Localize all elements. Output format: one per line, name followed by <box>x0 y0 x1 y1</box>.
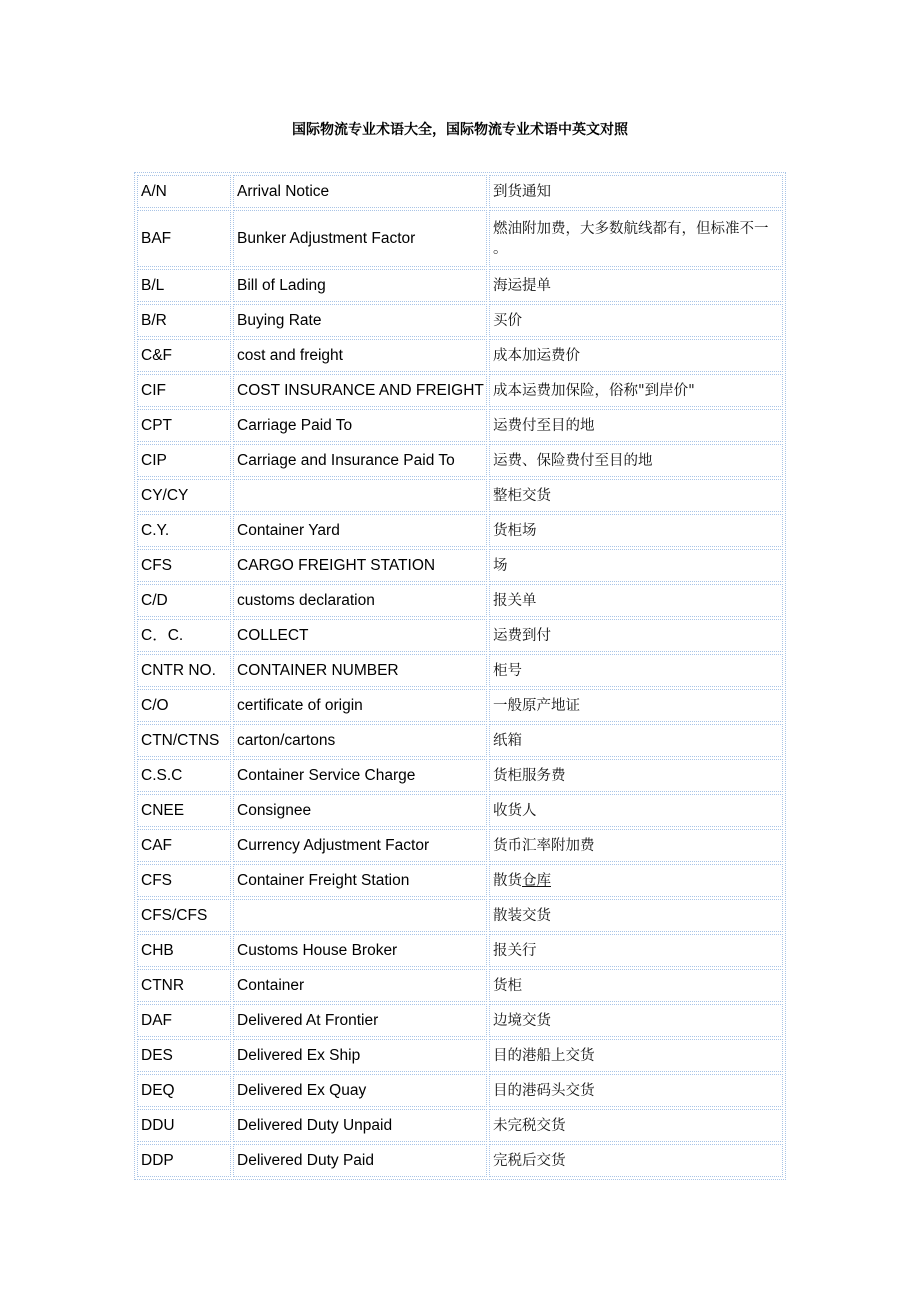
english-term-cell <box>233 479 487 512</box>
chinese-term-cell: 未完税交货 <box>489 1109 783 1142</box>
abbreviation-cell: DES <box>137 1039 231 1072</box>
chinese-term-cell: 边境交货 <box>489 1004 783 1037</box>
abbreviation-cell: CY/CY <box>137 479 231 512</box>
chinese-term-cell <box>489 864 783 897</box>
english-term-cell: COLLECT <box>233 619 487 652</box>
chinese-term-cell: 柜号 <box>489 654 783 687</box>
table-row <box>137 1039 783 1072</box>
chinese-term-cell: 散装交货 <box>489 899 783 932</box>
chinese-term-cell: 整柜交货 <box>489 479 783 512</box>
english-term-cell: CONTAINER NUMBER <box>233 654 487 687</box>
chinese-term-cell: 海运提单 <box>489 269 783 302</box>
chinese-term-cell: 货柜 <box>489 969 783 1002</box>
english-term-cell: certificate of origin <box>233 689 487 722</box>
english-term-cell <box>233 899 487 932</box>
table-row <box>137 175 783 208</box>
table-row <box>137 269 783 302</box>
chinese-term-cell: 目的港船上交货 <box>489 1039 783 1072</box>
table-row <box>137 1144 783 1177</box>
table-row <box>137 409 783 442</box>
abbreviation-cell: DDP <box>137 1144 231 1177</box>
abbreviation-cell: CPT <box>137 409 231 442</box>
abbreviation-cell: B/R <box>137 304 231 337</box>
table-row <box>137 969 783 1002</box>
chinese-term-cell: 一般原产地证 <box>489 689 783 722</box>
table-row <box>137 724 783 757</box>
english-term-cell: cost and freight <box>233 339 487 372</box>
english-term-cell: Carriage Paid To <box>233 409 487 442</box>
english-term-cell: CARGO FREIGHT STATION <box>233 549 487 582</box>
chinese-term-cell: 运费付至目的地 <box>489 409 783 442</box>
english-term-cell: carton/cartons <box>233 724 487 757</box>
english-term-cell: Delivered Ex Ship <box>233 1039 487 1072</box>
abbreviation-cell: CTN/CTNS <box>137 724 231 757</box>
abbreviation-cell: C.Y. <box>137 514 231 547</box>
table-row <box>137 794 783 827</box>
abbreviation-cell: CFS/CFS <box>137 899 231 932</box>
chinese-term-cell: 成本运费加保险，俗称"到岸价" <box>489 374 783 407</box>
table-row <box>137 864 783 897</box>
table-row <box>137 584 783 617</box>
english-term-cell: customs declaration <box>233 584 487 617</box>
abbreviation-cell: C/D <box>137 584 231 617</box>
abbreviation-cell: C．C. <box>137 619 231 652</box>
english-term-cell: Buying Rate <box>233 304 487 337</box>
chinese-term-cell: 完税后交货 <box>489 1144 783 1177</box>
abbreviation-cell: A/N <box>137 175 231 208</box>
table-row <box>137 689 783 722</box>
table-row <box>137 374 783 407</box>
abbreviation-cell: DAF <box>137 1004 231 1037</box>
warehouse-link[interactable]: 仓库 <box>522 872 551 889</box>
abbreviation-cell: C.S.C <box>137 759 231 792</box>
table-row <box>137 339 783 372</box>
chinese-term-cell: 买价 <box>489 304 783 337</box>
glossary-table <box>134 172 786 1180</box>
abbreviation-cell: DEQ <box>137 1074 231 1107</box>
abbreviation-cell: CTNR <box>137 969 231 1002</box>
abbreviation-cell: CFS <box>137 864 231 897</box>
table-row <box>137 1004 783 1037</box>
page-title: 国际物流专业术语大全，国际物流专业术语中英文对照 <box>292 122 628 138</box>
abbreviation-cell: CAF <box>137 829 231 862</box>
abbreviation-cell: CNEE <box>137 794 231 827</box>
table-row <box>137 479 783 512</box>
table-row <box>137 514 783 547</box>
abbreviation-cell: C&F <box>137 339 231 372</box>
chinese-term-cell: 货币汇率附加费 <box>489 829 783 862</box>
english-term-cell: Container Freight Station <box>233 864 487 897</box>
abbreviation-cell: CHB <box>137 934 231 967</box>
abbreviation-cell: CNTR NO. <box>137 654 231 687</box>
chinese-term-cell: 运费、保险费付至目的地 <box>489 444 783 477</box>
table-row <box>137 304 783 337</box>
abbreviation-cell: BAF <box>137 210 231 267</box>
abbreviation-cell: DDU <box>137 1109 231 1142</box>
abbreviation-cell: B/L <box>137 269 231 302</box>
english-term-cell: Container Service Charge <box>233 759 487 792</box>
english-term-cell: Delivered Ex Quay <box>233 1074 487 1107</box>
table-row <box>137 899 783 932</box>
english-term-cell: Bunker Adjustment Factor <box>233 210 487 267</box>
english-term-cell: Container <box>233 969 487 1002</box>
chinese-term-cell: 货柜服务费 <box>489 759 783 792</box>
english-term-cell: Consignee <box>233 794 487 827</box>
chinese-term-cell: 收货人 <box>489 794 783 827</box>
table-row <box>137 654 783 687</box>
chinese-term-cell: 目的港码头交货 <box>489 1074 783 1107</box>
table-row <box>137 934 783 967</box>
english-term-cell: COST INSURANCE AND FREIGHT <box>233 374 487 407</box>
english-term-cell: Delivered Duty Paid <box>233 1144 487 1177</box>
table-row <box>137 829 783 862</box>
english-term-cell: Delivered At Frontier <box>233 1004 487 1037</box>
english-term-cell: Delivered Duty Unpaid <box>233 1109 487 1142</box>
english-term-cell: Carriage and Insurance Paid To <box>233 444 487 477</box>
chinese-term-cell: 场 <box>489 549 783 582</box>
abbreviation-cell: C/O <box>137 689 231 722</box>
chinese-term-cell: 货柜场 <box>489 514 783 547</box>
chinese-term-cell: 报关行 <box>489 934 783 967</box>
table-row <box>137 619 783 652</box>
chinese-term-cell: 到货通知 <box>489 175 783 208</box>
english-term-cell: Bill of Lading <box>233 269 487 302</box>
abbreviation-cell: CIF <box>137 374 231 407</box>
table-row <box>137 759 783 792</box>
glossary-table-body <box>137 175 783 1177</box>
chinese-term-cell: 纸箱 <box>489 724 783 757</box>
english-term-cell: Container Yard <box>233 514 487 547</box>
english-term-cell: Arrival Notice <box>233 175 487 208</box>
table-row <box>137 1074 783 1107</box>
table-row <box>137 444 783 477</box>
chinese-term-text: 散货 <box>493 872 522 889</box>
abbreviation-cell: CFS <box>137 549 231 582</box>
table-row <box>137 210 783 267</box>
table-row <box>137 549 783 582</box>
table-row <box>137 1109 783 1142</box>
chinese-term-cell: 燃油附加费，大多数航线都有，但标准不一 。 <box>489 210 783 267</box>
chinese-term-cell: 报关单 <box>489 584 783 617</box>
english-term-cell: Customs House Broker <box>233 934 487 967</box>
abbreviation-cell: CIP <box>137 444 231 477</box>
chinese-term-cell: 运费到付 <box>489 619 783 652</box>
english-term-cell: Currency Adjustment Factor <box>233 829 487 862</box>
chinese-term-cell: 成本加运费价 <box>489 339 783 372</box>
